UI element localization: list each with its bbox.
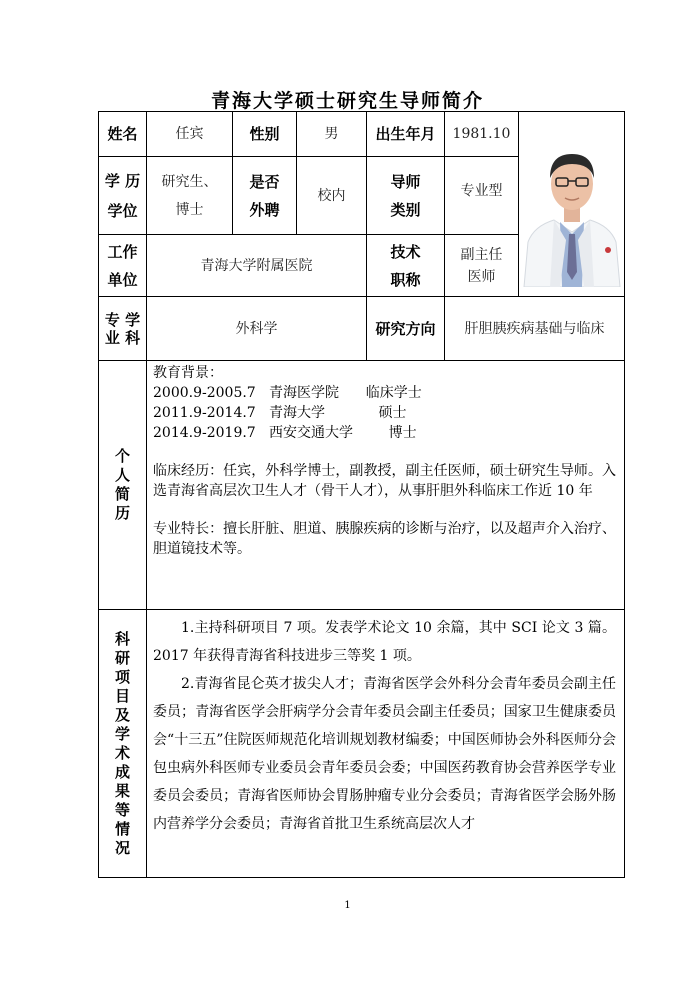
resume-label-char: 历 [114,504,130,522]
work-unit-label-line2: 单位 [107,270,138,289]
research-label-char: 术 [114,743,130,762]
research-label-char: 况 [114,838,130,857]
advisor-type-label-line2: 类别 [390,200,421,219]
research-direction-label: 研究方向 [367,297,445,361]
title-label-line2: 职称 [390,270,421,289]
external-value: 校内 [297,157,367,235]
research-label-char: 项 [114,667,130,686]
research-label-char: 及 [114,705,130,724]
portrait-photo [519,112,625,297]
research-label [99,610,147,878]
external-label-line2: 外聘 [249,200,280,219]
work-unit-label [99,235,147,297]
research-label-char: 研 [114,648,130,667]
education-label-line1: 学 历 [104,171,141,190]
work-unit-value: 青海大学附属医院 [147,235,367,297]
education-line: 2011.9-2014.7 青海大学 硕士 [153,405,407,421]
resume-content [147,361,625,610]
resume-label-char: 人 [114,466,130,484]
gender-label: 性别 [233,112,297,157]
research-label-char: 果 [114,781,130,800]
title-value [445,235,519,297]
education-value-line1: 研究生、 [161,173,218,190]
education-value-line2: 博士 [175,201,204,218]
advisor-type-label [367,157,445,235]
research-label-char: 目 [114,686,130,705]
research-paragraph-1: 1.主持科研项目 7 项。发表学术论文 10 余篇，其中 SCI 论文 3 篇。2017 年获得青海省科技进步三等奖 1 项。 [153,620,616,664]
research-label-char: 学 [114,724,130,743]
discipline-label-line2: 业 科 [104,328,141,347]
education-label-line2: 学位 [107,201,138,220]
research-content [147,610,625,878]
title-label [367,235,445,297]
education-value [147,157,233,235]
research-direction-value: 肝胆胰疾病基础与临床 [445,297,625,361]
work-unit-label-line1: 工作 [107,242,138,261]
portrait-image [520,122,624,287]
education-line: 2000.9-2005.7 青海医学院 临床学士 [153,385,422,401]
research-label-char: 情 [114,819,130,838]
education-label [99,157,147,235]
title-label-line1: 技术 [390,242,421,261]
resume-label-char: 简 [114,485,130,503]
gender-value: 男 [297,112,367,157]
resume-label-char: 个 [114,447,130,465]
education-heading: 教育背景： [153,365,223,381]
resume-label [99,361,147,610]
research-paragraph-2: 2.青海省昆仑英才拔尖人才；青海省医学会外科分会青年委员会副主任委员；青海省医学会肝病学分会青年委员会副主任委员；国家卫生健康委员会“十三五”住院医师规范化培训规划教材编委；中国医师协会外科医师分会包虫病外科医师专业委员会青年委员会委；中国医药教育协会营养医学专业委员会委员；青海省医师协会胃肠肿瘤专业分会委员；青海省医学会肠外肠内营养学分会委员；青海省首批卫生系统高层次人才 [153,676,616,832]
page-number: 1 [344,900,351,911]
clinical-experience: 临床经历：任宾，外科学博士，副教授，副主任医师，硕士研究生导师。入选青海省高层次卫生人才（骨干人才），从事肝胆外科临床工作近 10 年 [153,463,616,499]
advisor-type-label-line1: 导师 [390,172,421,191]
title-value-line2: 医师 [467,268,496,285]
birth-label: 出生年月 [367,112,445,157]
external-label-line1: 是否 [249,172,280,191]
education-line: 2014.9-2019.7 西安交通大学 博士 [153,425,417,441]
title-value-line1: 副主任 [460,246,503,263]
discipline-label-line1: 专 学 [104,310,141,329]
name-value: 任宾 [147,112,233,157]
research-label-char: 成 [114,762,130,781]
specialty: 专业特长：擅长肝脏、胆道、胰腺疾病的诊断与治疗，以及超声介入治疗、胆道镜技术等。 [153,521,616,557]
external-label [233,157,297,235]
research-label-char: 科 [114,629,130,648]
profile-table [98,111,625,878]
discipline-value: 外科学 [147,297,367,361]
page-title: 青海大学硕士研究生导师简介 [210,90,484,112]
discipline-label [99,297,147,361]
advisor-type-value: 专业型 [445,157,519,235]
name-label: 姓名 [99,112,147,157]
birth-value: 1981.10 [445,112,519,157]
research-label-char: 等 [114,800,130,819]
